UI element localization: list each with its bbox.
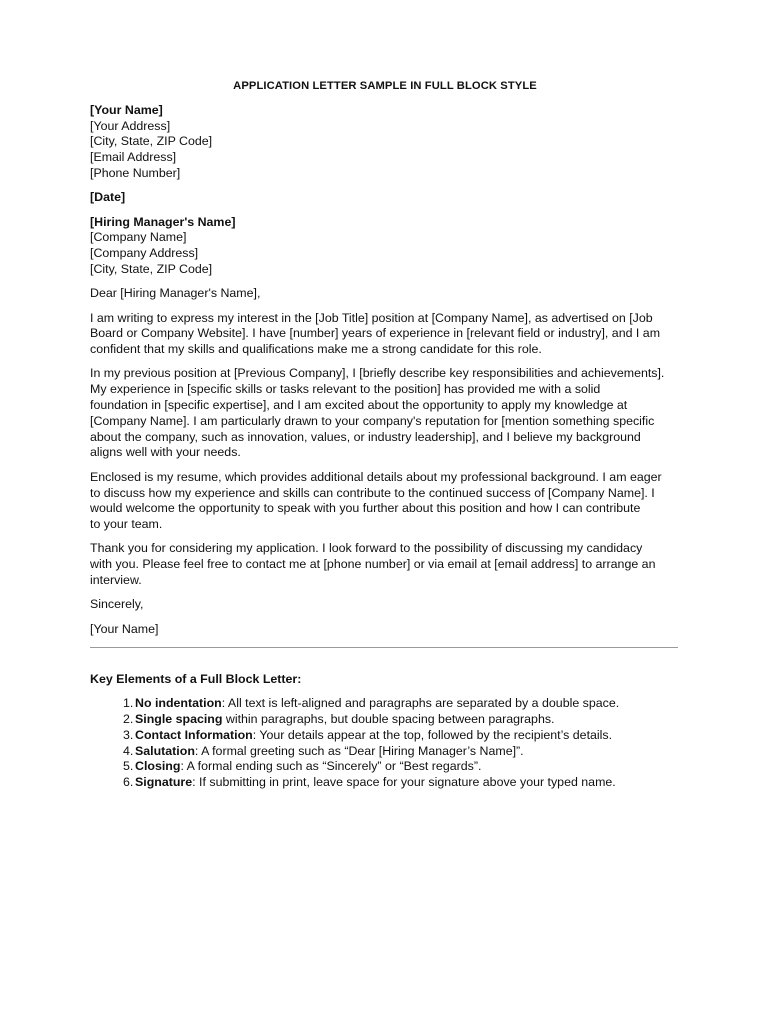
paragraph-line: foundation in [specific expertise], and I am excited about the opportunity to apply my knowledge at (90, 398, 628, 413)
recipient-address: [Company Address] (90, 246, 199, 261)
sender-phone: [Phone Number] (90, 165, 181, 180)
paragraph-line: I am writing to express my interest in the [Job Title] position at [Company Name], as advertised on [Job (90, 310, 653, 325)
sender-email: [Email Address] (90, 150, 177, 165)
list-description: : If submitting in print, leave space for your signature above your typed name. (192, 775, 616, 790)
key-elements-list (90, 696, 680, 791)
paragraph-line: In my previous position at [Previous Company], I [briefly describe key responsibilities and achievements]. (90, 366, 665, 381)
list-item (90, 696, 680, 712)
paragraph-line: to discuss how my experience and skills can contribute to the continued success of [Company Name]. I (90, 485, 655, 500)
list-description: : A formal greeting such as “Dear [Hiring Manager’s Name]”. (194, 743, 524, 758)
list-item (90, 759, 680, 775)
paragraph-line: about the company, such as innovation, values, or industry leadership], and I believe my background (90, 429, 641, 444)
list-term: Signature (135, 775, 193, 790)
list-term: Contact Information (135, 727, 253, 742)
list-item (90, 775, 680, 791)
paragraph-line: Thank you for considering my application. I look forward to the possibility of discussing my candidacy (90, 541, 643, 556)
paragraph-line: would welcome the opportunity to speak with you further about this position and how I can contribute (90, 501, 641, 516)
list-number: 6. (123, 775, 134, 790)
paragraph-line: [Company Name]. I am particularly drawn to your company's reputation for [mention something specific (90, 413, 655, 428)
recipient-name: [Hiring Manager's Name] (90, 214, 236, 229)
sender-name: [Your Name] (90, 102, 163, 117)
list-number: 2. (123, 712, 134, 726)
list-number: 1. (123, 696, 134, 711)
list-number: 4. (123, 743, 134, 758)
list-description: : Your details appear at the top, followed by the recipient’s details. (252, 727, 613, 742)
list-description: within paragraphs, but double spacing between paragraphs. (222, 712, 555, 726)
closing: Sincerely, (90, 597, 144, 612)
signature-name: [Your Name] (90, 621, 159, 636)
body-paragraph-4 (90, 541, 680, 588)
list-number: 5. (123, 759, 134, 774)
list-term: Salutation (135, 743, 195, 758)
sender-city: [City, State, ZIP Code] (90, 134, 213, 149)
recipient-company: [Company Name] (90, 230, 187, 245)
list-term: No indentation (135, 696, 222, 711)
body-paragraph-2 (90, 366, 680, 461)
paragraph-line: confident that my skills and qualifications make me a strong candidate for this role. (90, 342, 542, 357)
sender-block (90, 103, 680, 182)
key-elements-heading: Key Elements of a Full Block Letter: (90, 672, 302, 687)
list-number: 3. (123, 727, 134, 742)
paragraph-line: with you. Please feel free to contact me at [phone number] or via email at [email address] to arrange an (90, 557, 656, 572)
paragraph-line: Enclosed is my resume, which provides additional details about my professional background. I am eager (90, 469, 662, 484)
list-item (90, 728, 680, 744)
paragraph-line: aligns well with your needs. (90, 445, 241, 460)
section-divider (90, 647, 678, 648)
salutation: Dear [Hiring Manager's Name], (90, 286, 261, 301)
list-term: Closing (135, 759, 181, 774)
paragraph-line: My experience in [specific skills or tasks relevant to the position] has provided me with a solid (90, 382, 601, 397)
list-item (90, 744, 680, 760)
list-item (90, 712, 680, 728)
letter-content (90, 79, 680, 791)
paragraph-line: Board or Company Website]. I have [number] years of experience in [relevant field or industry], and I am (90, 326, 661, 341)
list-term: Single spacing (135, 712, 223, 726)
body-paragraph-1 (90, 311, 680, 358)
sender-address: [Your Address] (90, 118, 171, 133)
paragraph-line: interview. (90, 573, 142, 588)
letter-date: [Date] (90, 190, 126, 205)
list-description: : A formal ending such as “Sincerely” or “Best regards”. (180, 759, 482, 774)
paragraph-line: to your team. (90, 517, 163, 532)
recipient-block (90, 215, 680, 278)
date-block (90, 190, 680, 206)
recipient-city: [City, State, ZIP Code] (90, 261, 213, 276)
body-paragraph-3 (90, 470, 680, 533)
document-title: APPLICATION LETTER SAMPLE IN FULL BLOCK STYLE (233, 80, 537, 92)
list-description: : All text is left-aligned and paragraphs are separated by a double space. (221, 696, 620, 711)
